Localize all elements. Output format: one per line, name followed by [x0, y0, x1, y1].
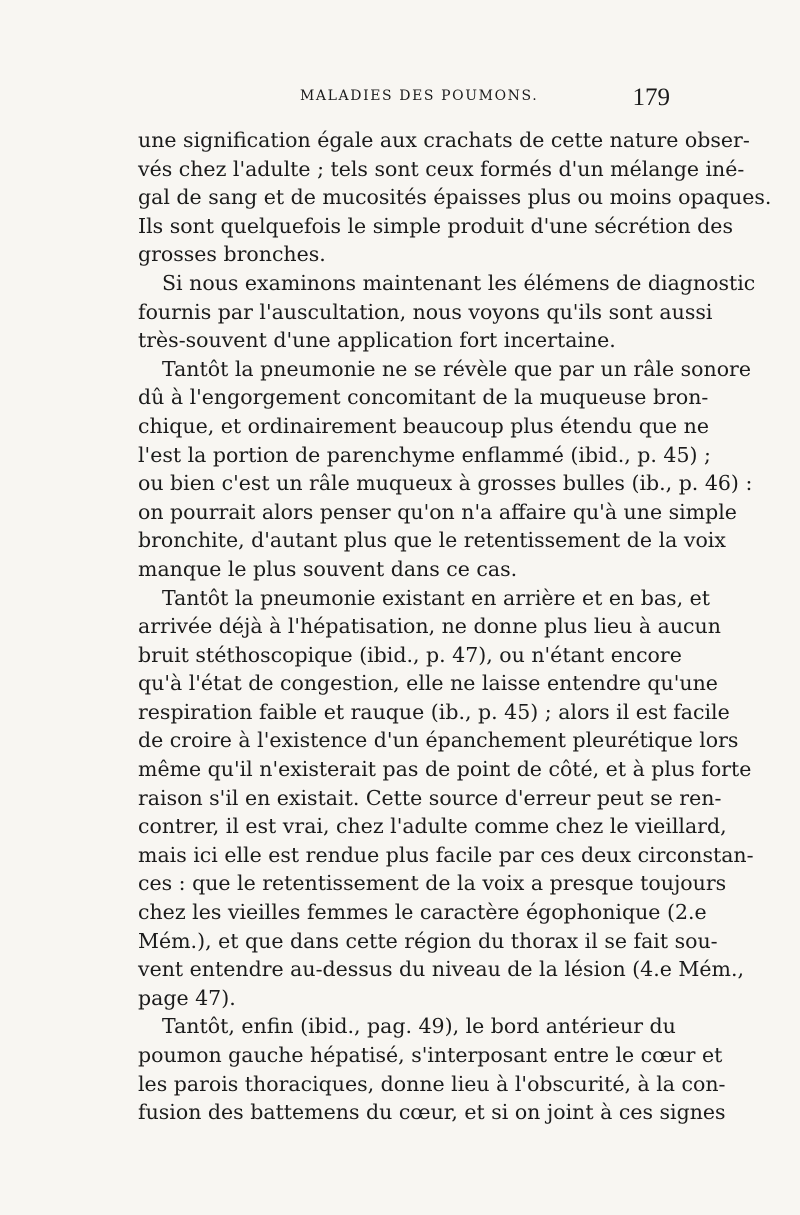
text-line: Si nous examinons maintenant les élémens de diagnostic: [162, 270, 756, 295]
text-line: de croire à l'existence d'un épanchement pleurétique lors: [138, 728, 739, 753]
text-line: ou bien c'est un râle muqueux à grosses bulles (ib., p. 46) :: [138, 471, 753, 496]
text-line: fusion des battemens du cœur, et si on joint à ces signes: [138, 1100, 726, 1125]
text-line: contrer, il est vrai, chez l'adulte comme chez le vieillard,: [138, 814, 727, 839]
text-line: bronchite, d'autant plus que le retentissement de la voix: [138, 528, 726, 553]
text-line: dû à l'engorgement concomitant de la muqueuse bron-: [138, 385, 709, 410]
text-line: Tantôt la pneumonie existant en arrière et en bas, et: [162, 585, 710, 610]
running-head: MALADIES DES POUMONS.: [300, 88, 539, 104]
text-line: gal de sang et de mucosités épaisses plus ou moins opaques.: [138, 185, 772, 210]
text-line: Mém.), et que dans cette région du thorax il se fait sou-: [138, 928, 718, 953]
page-number: 179: [632, 84, 670, 111]
text-line: Tantôt la pneumonie ne se révèle que par un râle sonore: [162, 356, 751, 381]
text-line: raison s'il en existait. Cette source d'erreur peut se ren-: [138, 785, 722, 810]
text-line: même qu'il n'existerait pas de point de côté, et à plus forte: [138, 757, 752, 782]
text-line: très-souvent d'une application fort incertaine.: [138, 328, 616, 353]
text-line: ces : que le retentissement de la voix a presque toujours: [138, 871, 727, 896]
text-line: bruit stéthoscopique (ibid., p. 47), ou n'étant encore: [138, 642, 682, 667]
text-line: chique, et ordinairement beaucoup plus étendu que ne: [138, 413, 709, 438]
text-line: respiration faible et rauque (ib., p. 45) ; alors il est facile: [138, 699, 730, 724]
page-header: [140, 84, 670, 122]
body-text: [138, 126, 772, 1127]
text-line: arrivée déjà à l'hépatisation, ne donne plus lieu à aucun: [138, 614, 721, 639]
text-line: poumon gauche hépatisé, s'interposant entre le cœur et: [138, 1043, 723, 1067]
text-line: vent entendre au-dessus du niveau de la lésion (4.e Mém.,: [138, 957, 744, 982]
text-line: Tantôt, enfin (ibid., pag. 49), le bord antérieur du: [162, 1014, 676, 1039]
text-line: page 47).: [138, 985, 236, 1010]
text-line: une signification égale aux crachats de cette nature obser-: [138, 128, 750, 152]
text-line: on pourrait alors penser qu'on n'a affaire qu'à une simple: [138, 499, 737, 524]
text-line: Ils sont quelquefois le simple produit d'une sécrétion des: [138, 213, 733, 238]
text-line: les parois thoraciques, donne lieu à l'obscurité, à la con-: [138, 1071, 726, 1096]
text-line: mais ici elle est rendue plus facile par ces deux circonstan-: [138, 842, 754, 867]
text-line: qu'à l'état de congestion, elle ne laisse entendre qu'une: [138, 671, 718, 696]
text-line: fournis par l'auscultation, nous voyons qu'ils sont aussi: [138, 299, 713, 324]
text-line: chez les vieilles femmes le caractère égophonique (2.e: [138, 900, 707, 925]
text-line: l'est la portion de parenchyme enflammé (ibid., p. 45) ;: [138, 442, 711, 467]
text-line: vés chez l'adulte ; tels sont ceux formés d'un mélange iné-: [138, 156, 745, 181]
text-line: manque le plus souvent dans ce cas.: [138, 556, 518, 581]
text-line: grosses bronches.: [138, 242, 326, 267]
